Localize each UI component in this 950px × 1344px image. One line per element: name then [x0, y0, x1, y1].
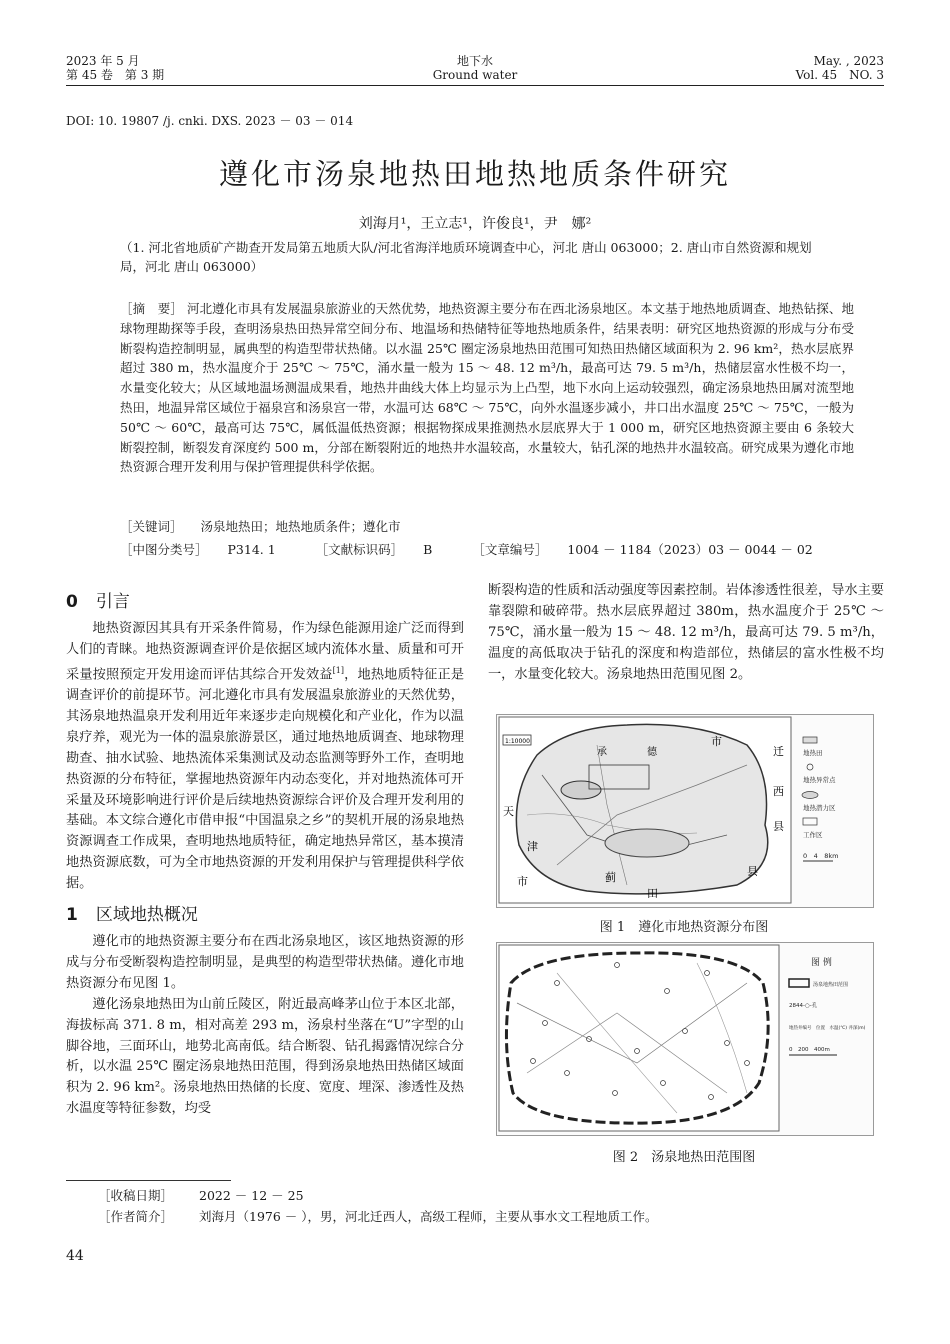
- abstract-label: ［摘 要］: [120, 301, 183, 316]
- header-rule: [66, 85, 884, 86]
- fig2-scale: 0 200 400m: [789, 1047, 830, 1053]
- fig1-legend-anomaly: 地热异常点: [803, 776, 836, 784]
- doc-code-label: ［文献标识码］: [315, 542, 404, 557]
- county-boundary: [516, 724, 767, 893]
- article-no-value: 1004 － 1184（2023）03 － 0044 － 02: [567, 542, 813, 557]
- fig1-label-shi: 市: [711, 735, 722, 748]
- fig1-label-xian2: 县: [747, 865, 758, 878]
- fig1-legend-field: 地热田: [803, 749, 823, 757]
- abstract-text: 河北遵化市具有发展温泉旅游业的天然优势，地热资源主要分布在西北汤泉地区。本文基于地热地质调查、地热钻探、地球物理勘探等手段，查明汤泉热田热异常空间分布、地温场和热储特征等地热地质条件，结果表明：研究区地热资源的形成与分布受断裂构造控制明显，属典型的构造型带状热储。以水温 25℃ 圈定汤泉地热田范围可知热田热储区域面积为 2. 96 km²，热水层底界超过 380 m，热水温度介于 25℃ ～ 75℃，涌水量一般为 15 ～ 48. 12 m³/h，最高可达 79. 5 m³/h，热储层富水性极不均一，水量变化较大；从区域地温场测温成果看，地热井曲线大体上均显示为上凸型，地下水向上运动较强烈，确定汤泉地热田属对流型地热田，地温异常区域位于福泉宫和汤泉宫一带，水温可达 68℃ ～ 75℃，向外水温逐步减小，井口出水温度 25℃ ～ 75℃，一般为 50℃ ～ 60℃，最高可达 75℃，属低温低热资源；根据物探成果推测热水层底界大于 1 000 m，研究区地热资源主要由 6 条较大断裂控制，断裂发育深度约 500 m，分部在断裂附近的地热井水温较高，水量较大，钻孔深的地热井水温较高。研究成果为遵化市地热资源合理开发利用与保护管理提供科学依据。: [120, 301, 854, 475]
- left-column: [66, 592, 464, 1120]
- figure-2-map: [496, 942, 874, 1136]
- intro-text-b: ，地热地质特征正是调查评价的前提环节。河北遵化市具有发展温泉旅游业的天然优势，其汤泉地热温泉开发利用近年来逐步走向规模化和产业化，作为以温泉疗养，观光为一体的温泉旅游景区，通过地热地质调查、地球物理勘查、抽水试验、地热流体采集测试及动态监测等野外工作，查明地热资源的分布特征，掌握地热资源年内动态变化，并对地热流体可开采量及环境影响进行评价是后续地热资源综合评价及合理开发利用的基础。本文综合遵化市借申报“中国温泉之乡”的契机开展的汤泉地热资源调查工作成果，查明地热地质特征，确定地热异常区，基本摸清地热资源底数，可为全市地热资源的开发利用保护与管理提供科学依据。: [66, 667, 465, 892]
- section-0-title: 引言: [95, 592, 130, 612]
- footnote-rule: [66, 1180, 231, 1181]
- doc-code-value: B: [423, 542, 433, 557]
- fig1-legend-workarea: 工作区: [803, 831, 823, 839]
- fig2-legend-well-format: 地热井编号 位置 水温(℃) 井深(m): [789, 1026, 866, 1031]
- figure-2-svg: [497, 943, 873, 1135]
- intro-paragraph: [66, 619, 464, 895]
- clc-value: P314. 1: [227, 542, 276, 557]
- geothermal-field-area: [561, 781, 601, 799]
- received-label: ［收稿日期］: [98, 1188, 174, 1203]
- fig1-label-xi: 西: [773, 785, 784, 798]
- volume-issue: 第 45 卷 第 3 期: [66, 68, 165, 82]
- fig2-legend-boundary: 汤泉地热田范围: [813, 982, 849, 988]
- citation-ref[interactable]: [1]: [332, 665, 345, 675]
- section-1-number: 1: [66, 905, 78, 926]
- section-1-title: 区域地热概况: [95, 905, 198, 926]
- fig2-legend-title: 图 例: [811, 958, 832, 968]
- fig1-label-de: 德: [647, 747, 657, 758]
- fig1-label-qian: 迁: [773, 745, 784, 758]
- section-0-heading: [66, 592, 464, 613]
- fig1-scale-note: 1:10000: [505, 738, 530, 745]
- article-no-label: ［文章编号］: [472, 542, 548, 557]
- issue-date: 2023 年 5 月: [66, 54, 140, 68]
- fig1-label-tian2: 田: [647, 887, 658, 900]
- intro-text-a: 地热资源因其具有开采条件简易，作为绿色能源用途广泛而得到人们的青睐。地热资源调查评价是依据区域内流体水量、质量和可开采量按照预定开发用途而评估其综合开发效益: [66, 620, 464, 683]
- abstract: [120, 299, 854, 477]
- volume-issue-en: Vol. 45 NO. 3: [795, 68, 884, 82]
- potential-zone: [605, 829, 689, 857]
- figure-1-map: [496, 714, 874, 908]
- affiliation: （1. 河北省地质矿产勘查开发局第五地质大队/河北省海洋地质环境调查中心，河北 唐山 063000；2. 唐山市自然资源和规划局，河北 唐山 063000）: [120, 240, 812, 274]
- doi: DOI: 10. 19807 /j. cnki. DXS. 2023 － 03 － 014: [66, 114, 354, 128]
- author-bio: [98, 1208, 878, 1226]
- fig2-legend-well: 2844-○-孔: [789, 1003, 818, 1009]
- section-1-paragraph-1: 遵化市的地热资源主要分布在西北汤泉地区，该区地热资源的形成与分布受断裂构造控制明显，是典型的构造型带状热储。遵化市地热资源分布见图 1。: [66, 933, 464, 991]
- figure-1-caption: 图 1 遵化市地热资源分布图: [599, 920, 769, 935]
- received-date: [98, 1187, 304, 1205]
- header-left: [66, 54, 164, 82]
- keywords-text: 汤泉地热田；地热地质条件；遵化市: [200, 519, 401, 534]
- section-0-number: 0: [66, 592, 78, 612]
- fig1-label-jin: 津: [527, 840, 538, 853]
- page-number: 44: [66, 1248, 84, 1264]
- fig1-label-cheng: 承: [597, 747, 607, 758]
- fig1-label-shi2: 市: [517, 875, 528, 888]
- right-column: [488, 581, 884, 686]
- author-bio-label: ［作者简介］: [98, 1209, 174, 1224]
- figure-2-caption: 图 2 汤泉地热田范围图: [612, 1150, 756, 1165]
- classification: [120, 541, 854, 559]
- fig1-label-tian: 天: [503, 805, 514, 818]
- fig1-scale: 0 4 8km: [803, 852, 839, 860]
- article-title: 遵化市汤泉地热田地热地质条件研究: [218, 157, 731, 191]
- keywords: [120, 518, 401, 536]
- journal-name-en: Ground water: [432, 68, 518, 82]
- author-bio-text: 刘海月（1976 － ），男，河北迁西人，高级工程师，主要从事水文工程地质工作。: [199, 1209, 658, 1224]
- figure-1-svg: [497, 715, 873, 907]
- clc-label: ［中图分类号］: [120, 542, 208, 557]
- journal-name: 地下水: [456, 54, 493, 68]
- received-value: 2022 － 12 － 25: [199, 1188, 304, 1203]
- fig1-label-xian: 县: [773, 820, 784, 833]
- header-center: [375, 54, 575, 82]
- right-paragraph-1: 断裂构造的性质和活动强度等因素控制。岩体渗透性很差，导水主要靠裂隙和破碎带。热水层底界超过 380m，热水温度介于 25℃ ～ 75℃，涌水量一般为 15 ～ 48. 12 m³/h，最高可达 79. 5 m³/h，温度的高低取决于钻孔的深度和构造部位，热储层的富水性极不均一，水量变化较大。汤泉地热田范围见图 2。: [488, 583, 884, 682]
- fig1-label-ji: 蓟: [605, 871, 616, 884]
- header-right: [796, 54, 884, 82]
- section-1-heading: [66, 905, 464, 926]
- section-1-paragraph-2: 遵化汤泉地热田为山前丘陵区，附近最高峰茅山位于本区北部，海拔标高 371. 8 m，相对高差 293 m，汤泉村坐落在“U”字型的山脚谷地，三面环山，地势北高南低。结合断裂、钻孔揭露情况综合分析，以水温 25℃ 圈定汤泉地热田范围，得到汤泉地热田热储区域面积为 2. 96 km²。汤泉地热田热储的长度、宽度、埋深、渗透性及热水温度等特征参数，均受: [66, 996, 464, 1117]
- keywords-label: ［关键词］: [120, 519, 183, 534]
- authors: 刘海月¹，王立志¹，许俊良¹，尹 娜²: [358, 216, 592, 232]
- issue-date-en: May. , 2023: [813, 54, 884, 68]
- fig1-legend-potential: 地热潜力区: [803, 804, 836, 812]
